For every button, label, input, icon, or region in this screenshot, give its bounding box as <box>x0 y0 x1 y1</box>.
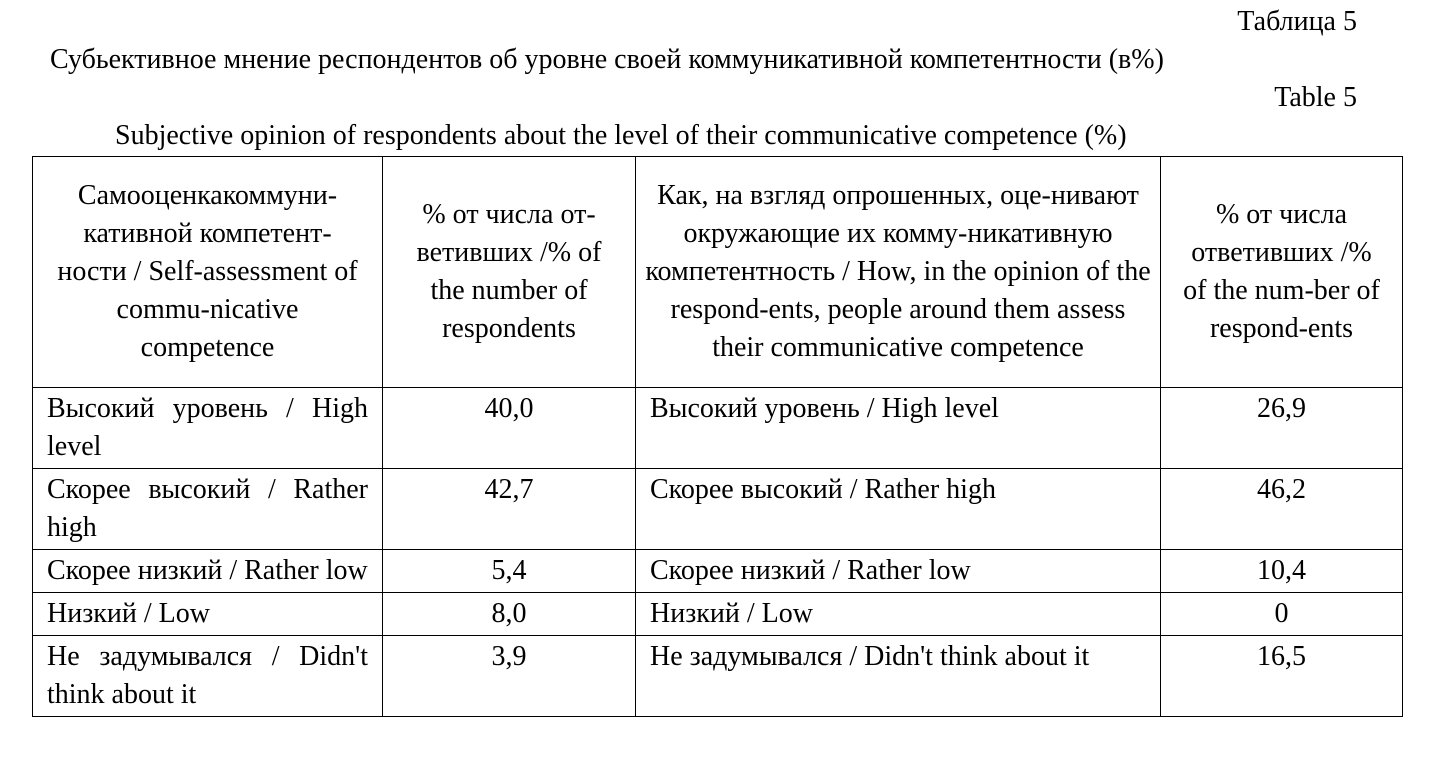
table-row <box>33 469 1403 550</box>
cell-others-label: Не задумывался / Didn't think about it <box>636 636 1161 717</box>
table-row <box>33 550 1403 593</box>
table-row <box>33 636 1403 717</box>
cell-others-percent: 16,5 <box>1161 636 1403 717</box>
table-title-ru: Субьективное мнение респондентов об уровне своей коммуникативной компетентности (в%) <box>50 44 1164 75</box>
header-others-percent: % от числа ответивших /% of the num-ber of respond-ents <box>1161 157 1403 388</box>
data-table <box>32 156 1403 717</box>
table-row <box>33 388 1403 469</box>
cell-self-percent: 3,9 <box>383 636 636 717</box>
cell-self-label: Не задумывался / Didn't think about it <box>33 636 383 717</box>
table-header-row <box>33 157 1403 388</box>
table-row <box>33 593 1403 636</box>
cell-self-percent: 5,4 <box>383 550 636 593</box>
cell-others-label: Высокий уровень / High level <box>636 388 1161 469</box>
cell-self-label: Высокий уровень / High level <box>33 388 383 469</box>
header-self-percent: % от числа от-ветивших /% of the number of respondents <box>383 157 636 388</box>
cell-others-label: Скорее низкий / Rather low <box>636 550 1161 593</box>
cell-others-label: Скорее высокий / Rather high <box>636 469 1161 550</box>
cell-others-percent: 0 <box>1161 593 1403 636</box>
header-others-assessment: Как, на взгляд опрошенных, оце-нивают окружающие их комму-никативную компетентность / How, in the opinion of the respond-ents, people around them assess their communicative competence <box>636 157 1161 388</box>
cell-self-percent: 42,7 <box>383 469 636 550</box>
cell-self-percent: 8,0 <box>383 593 636 636</box>
table-label-ru: Таблица 5 <box>1237 6 1357 37</box>
table-title-en: Subjective opinion of respondents about the level of their communicative competence (%) <box>115 120 1127 151</box>
cell-others-percent: 26,9 <box>1161 388 1403 469</box>
cell-self-percent: 40,0 <box>383 388 636 469</box>
cell-self-label: Низкий / Low <box>33 593 383 636</box>
cell-self-label: Скорее низкий / Rather low <box>33 550 383 593</box>
table-label-en: Table 5 <box>1274 82 1357 113</box>
cell-others-label: Низкий / Low <box>636 593 1161 636</box>
cell-others-percent: 10,4 <box>1161 550 1403 593</box>
cell-others-percent: 46,2 <box>1161 469 1403 550</box>
header-self-assessment: Самооценкакоммуни-кативной компетент-ности / Self-assessment of commu-nicative competence <box>33 157 383 388</box>
cell-self-label: Скорее высокий / Rather high <box>33 469 383 550</box>
